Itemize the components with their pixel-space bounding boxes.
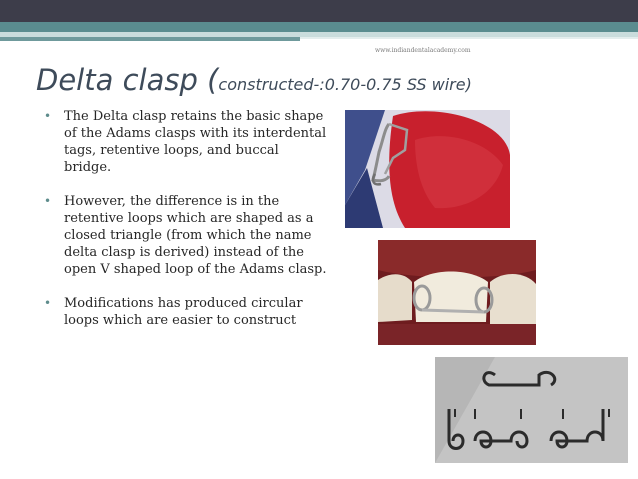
bullet-list <box>44 108 329 329</box>
bullet-marker: • <box>44 194 52 208</box>
bullet-item <box>44 193 329 278</box>
bullet-text: However, the difference is in the retentive loops which are shaped as a closed triangle (from which the name delta clasp is derived) instead of the open V shaped loop of the Adams clasp. <box>64 194 327 277</box>
delta-clasp-photo <box>345 110 510 228</box>
slide-title-main: Delta clasp ( <box>36 63 219 97</box>
bullet-marker: • <box>44 109 52 123</box>
bullet-marker: • <box>44 296 52 310</box>
slide-title <box>36 60 472 105</box>
slide-title-subtitle: constructed-:0.70-0.75 SS wire) <box>218 75 472 94</box>
watermark-url: www.indiandentalacademy.com <box>375 47 471 54</box>
header-band-dark <box>0 0 638 22</box>
bullet-text: Modifications has produced circular loops which are easier to construct <box>64 296 303 328</box>
bullet-item <box>44 108 329 176</box>
bullet-item <box>44 295 329 329</box>
header-band-accent <box>0 37 300 41</box>
header-band-teal <box>0 22 638 32</box>
header-band-accent-light <box>300 37 638 39</box>
clasp-on-teeth-photo <box>378 240 536 345</box>
bullet-text: The Delta clasp retains the basic shape of the Adams clasps with its interdental tags, retentive loops, and buccal bridge. <box>64 109 327 175</box>
wire-loops-photo <box>435 357 628 463</box>
